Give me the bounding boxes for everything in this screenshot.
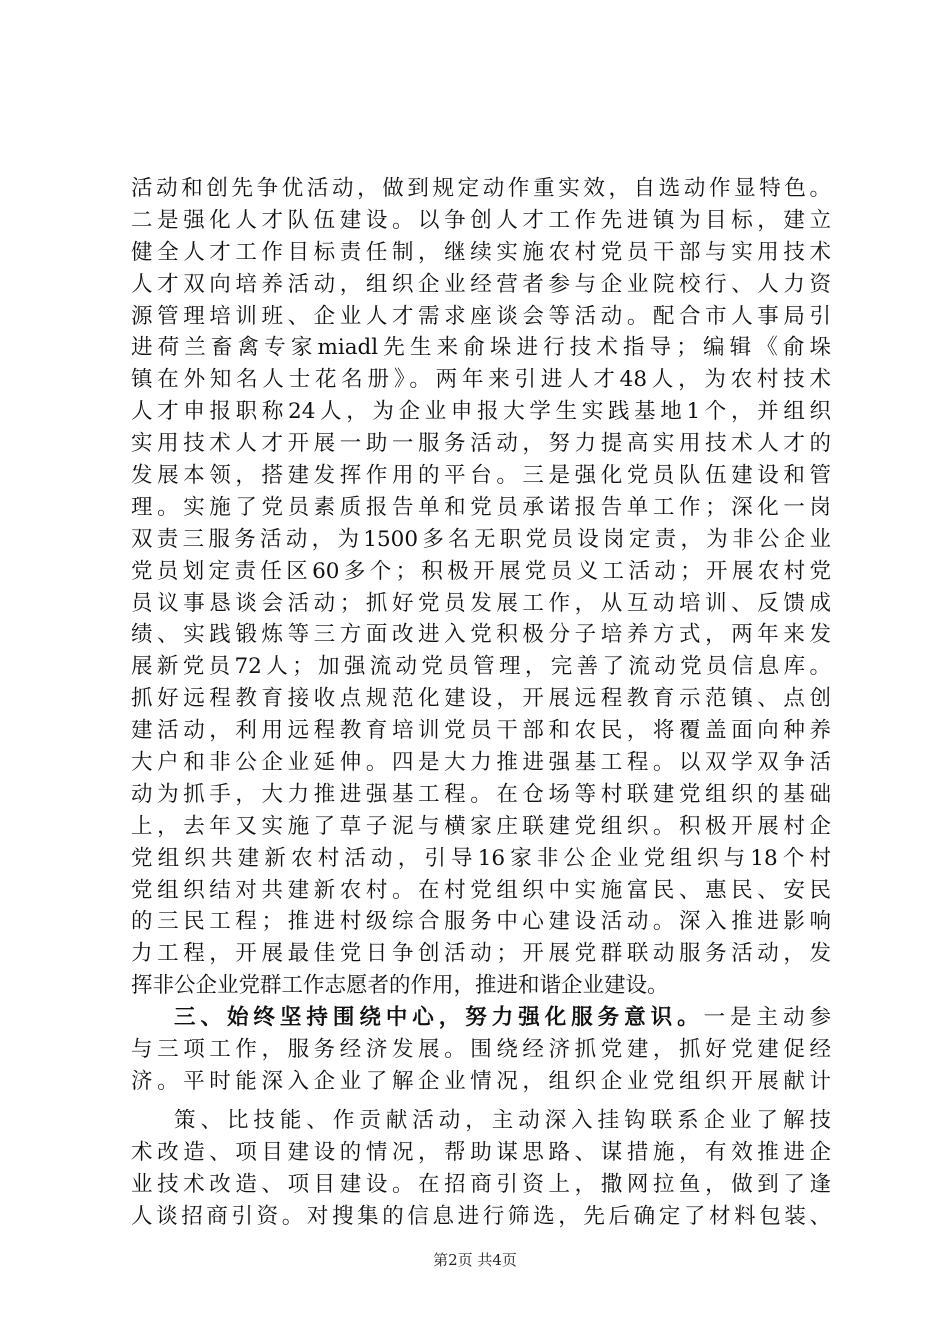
text-line: 党组织结对共建新农村。在村党组织中实施富民、惠民、安民	[131, 877, 831, 903]
text-line: 策、比技能、作贡献活动，主动深入挂钩联系企业了解技	[174, 1107, 831, 1133]
text-line: 绩、实践锻炼等三方面改进入党积极分子培养方式，两年来发	[131, 622, 831, 648]
text-line: 上，去年又实施了草子泥与横家庄联建党组织。积极开展村企	[131, 813, 831, 839]
text-line: 源管理培训班、企业人才需求座谈会等活动。配合市人事局引	[131, 303, 831, 329]
text-line: 济。平时能深入企业了解企业情况，组织企业党组织开展献计	[131, 1068, 831, 1094]
text-line: 业技术改造、项目建设。在招商引资上，撒网拉鱼，做到了逢	[131, 1171, 831, 1197]
text-line: 发展本领，搭建发挥作用的平台。三是强化党员队伍建设和管	[131, 463, 831, 489]
text-line: 人才双向培养活动，组织企业经营者参与企业院校行、人力资	[131, 271, 831, 297]
spacer	[131, 1098, 831, 1105]
text-line: 挥非公企业党群工作志愿者的作用，推进和谐企业建设。	[131, 973, 669, 999]
page-footer: 第2页 共4页	[433, 1251, 517, 1269]
section-heading-line	[131, 1002, 831, 1034]
text-line: 活动和创先争优活动，做到规定动作重实效，自选动作显特色。	[131, 176, 831, 201]
text-line: 抓好远程教育接收点规范化建设，开展远程教育示范镇、点创	[131, 686, 831, 712]
paragraph-continued	[131, 173, 831, 1002]
text-line: 二是强化人才队伍建设。以争创人才工作先进镇为目标，建立	[131, 207, 831, 233]
text-line: 党组织共建新农村活动，引导16家非公企业党组织与18个村	[131, 845, 831, 871]
text-line: 展新党员72人；加强流动党员管理，完善了流动党员信息库。	[131, 654, 831, 680]
text-line: 动为抓手，大力推进强基工程。在仓场等村联建党组织的基础	[131, 781, 831, 807]
text-line: 力工程，开展最佳党日争创活动；开展党群联动服务活动，发	[131, 941, 831, 967]
text-line: 人才申报职称24人，为企业申报大学生实践基地1个，并组织	[131, 399, 831, 425]
text-run: 一是主动参	[703, 1005, 831, 1031]
body-text	[131, 173, 831, 1232]
text-line: 进荷兰畜禽专家miadl先生来俞垛进行技术指导；编辑《俞垛	[131, 335, 831, 361]
text-line: 大户和非公企业延伸。四是大力推进强基工程。以双学双争活	[131, 750, 831, 776]
paragraph-section-three	[131, 1034, 831, 1098]
paragraph-continued-two	[131, 1137, 831, 1233]
text-line: 建活动，利用远程教育培训党员干部和农民，将覆盖面向种养	[131, 718, 831, 744]
text-line: 理。实施了党员素质报告单和党员承诺报告单工作；深化一岗	[131, 494, 831, 520]
text-line: 的三民工程；推进村级综合服务中心建设活动。深入推进影响	[131, 909, 831, 935]
text-line: 与三项工作，服务经济发展。围绕经济抓党建，抓好党建促经	[131, 1037, 831, 1063]
text-line: 术改造、项目建设的情况，帮助谋思路、谋措施，有效推进企	[131, 1139, 831, 1165]
section-heading: 三、始终坚持围绕中心，努力强化服务意识。	[174, 1005, 704, 1031]
text-line: 健全人才工作目标责任制，继续实施农村党员干部与实用技术	[131, 239, 831, 265]
text-line: 党员划定责任区60多个；积极开展党员义工活动；开展农村党	[131, 558, 831, 584]
text-line: 双责三服务活动，为1500多名无职党员设岗定责，为非公企业	[131, 526, 831, 552]
text-line: 镇在外知名人士花名册》。两年来引进人才48人，为农村技术	[131, 367, 831, 393]
text-line: 人谈招商引资。对搜集的信息进行筛选，先后确定了材料包装、	[131, 1203, 831, 1229]
text-line: 员议事恳谈会活动；抓好党员发展工作，从互动培训、反馈成	[131, 590, 831, 616]
text-line: 实用技术人才开展一助一服务活动，努力提高实用技术人才的	[131, 431, 831, 457]
